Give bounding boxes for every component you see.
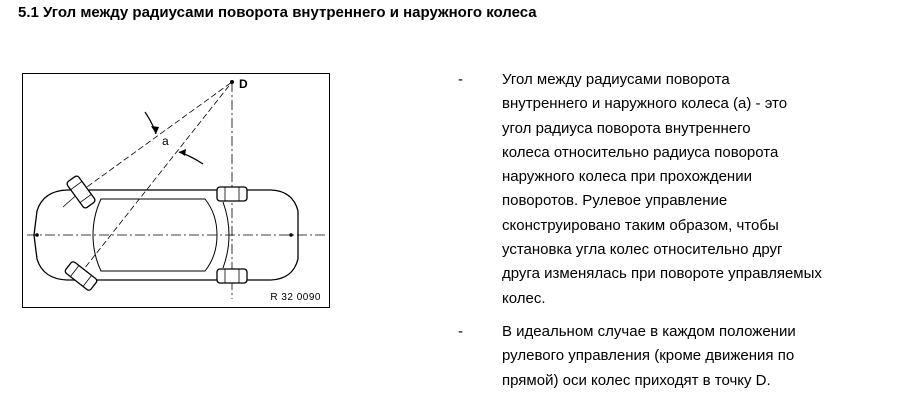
outer-wheel-radius <box>80 82 232 192</box>
angle-a-label: a <box>162 134 169 148</box>
page-title: 5.1 Угол между радиусами поворота внутреннего и наружного колеса <box>18 4 537 21</box>
front-left-wheel <box>66 175 96 209</box>
bullet-line: поворотов. Рулевое управление <box>502 192 728 210</box>
bullet-item <box>458 68 878 311</box>
bullet-marker: - <box>458 322 463 340</box>
rear-right-wheel <box>217 269 247 283</box>
inner-wheel-radius <box>80 82 232 274</box>
point-d-label: D <box>239 77 248 91</box>
steering-angle-figure <box>22 73 330 308</box>
bullet-line: прямой) оси колес приходят в точку D. <box>502 371 771 389</box>
bullet-line: сконструировано таким образом, чтобы <box>502 216 779 234</box>
bullet-line: рулевого управления (кроме движения по <box>502 347 795 365</box>
car-diagram <box>23 74 331 309</box>
bullet-line: установка угла колес относительно друг <box>502 241 783 259</box>
bullet-line: колеса относительно радиуса поворота <box>502 143 779 161</box>
bullet-line: угол радиуса поворота внутреннего <box>502 119 751 137</box>
front-right-wheel <box>64 261 98 292</box>
bullet-item <box>458 320 878 393</box>
bullet-line: Угол между радиусами поворота <box>502 71 730 88</box>
bullet-line: наружного колеса при прохождении <box>502 168 752 186</box>
figure-code: R 32 0090 <box>270 292 321 303</box>
bullet-line: В идеальном случае в каждом положении <box>502 322 796 340</box>
bullet-line: внутреннего и наружного колеса (а) - это <box>502 95 788 113</box>
bullet-marker: - <box>458 71 463 88</box>
bullet-list <box>458 68 878 393</box>
rear-left-wheel <box>217 187 247 201</box>
bullet-line: колес. <box>502 289 546 307</box>
bullet-line: друга изменялась при повороте управляемых <box>502 265 822 283</box>
point-d <box>230 80 234 84</box>
